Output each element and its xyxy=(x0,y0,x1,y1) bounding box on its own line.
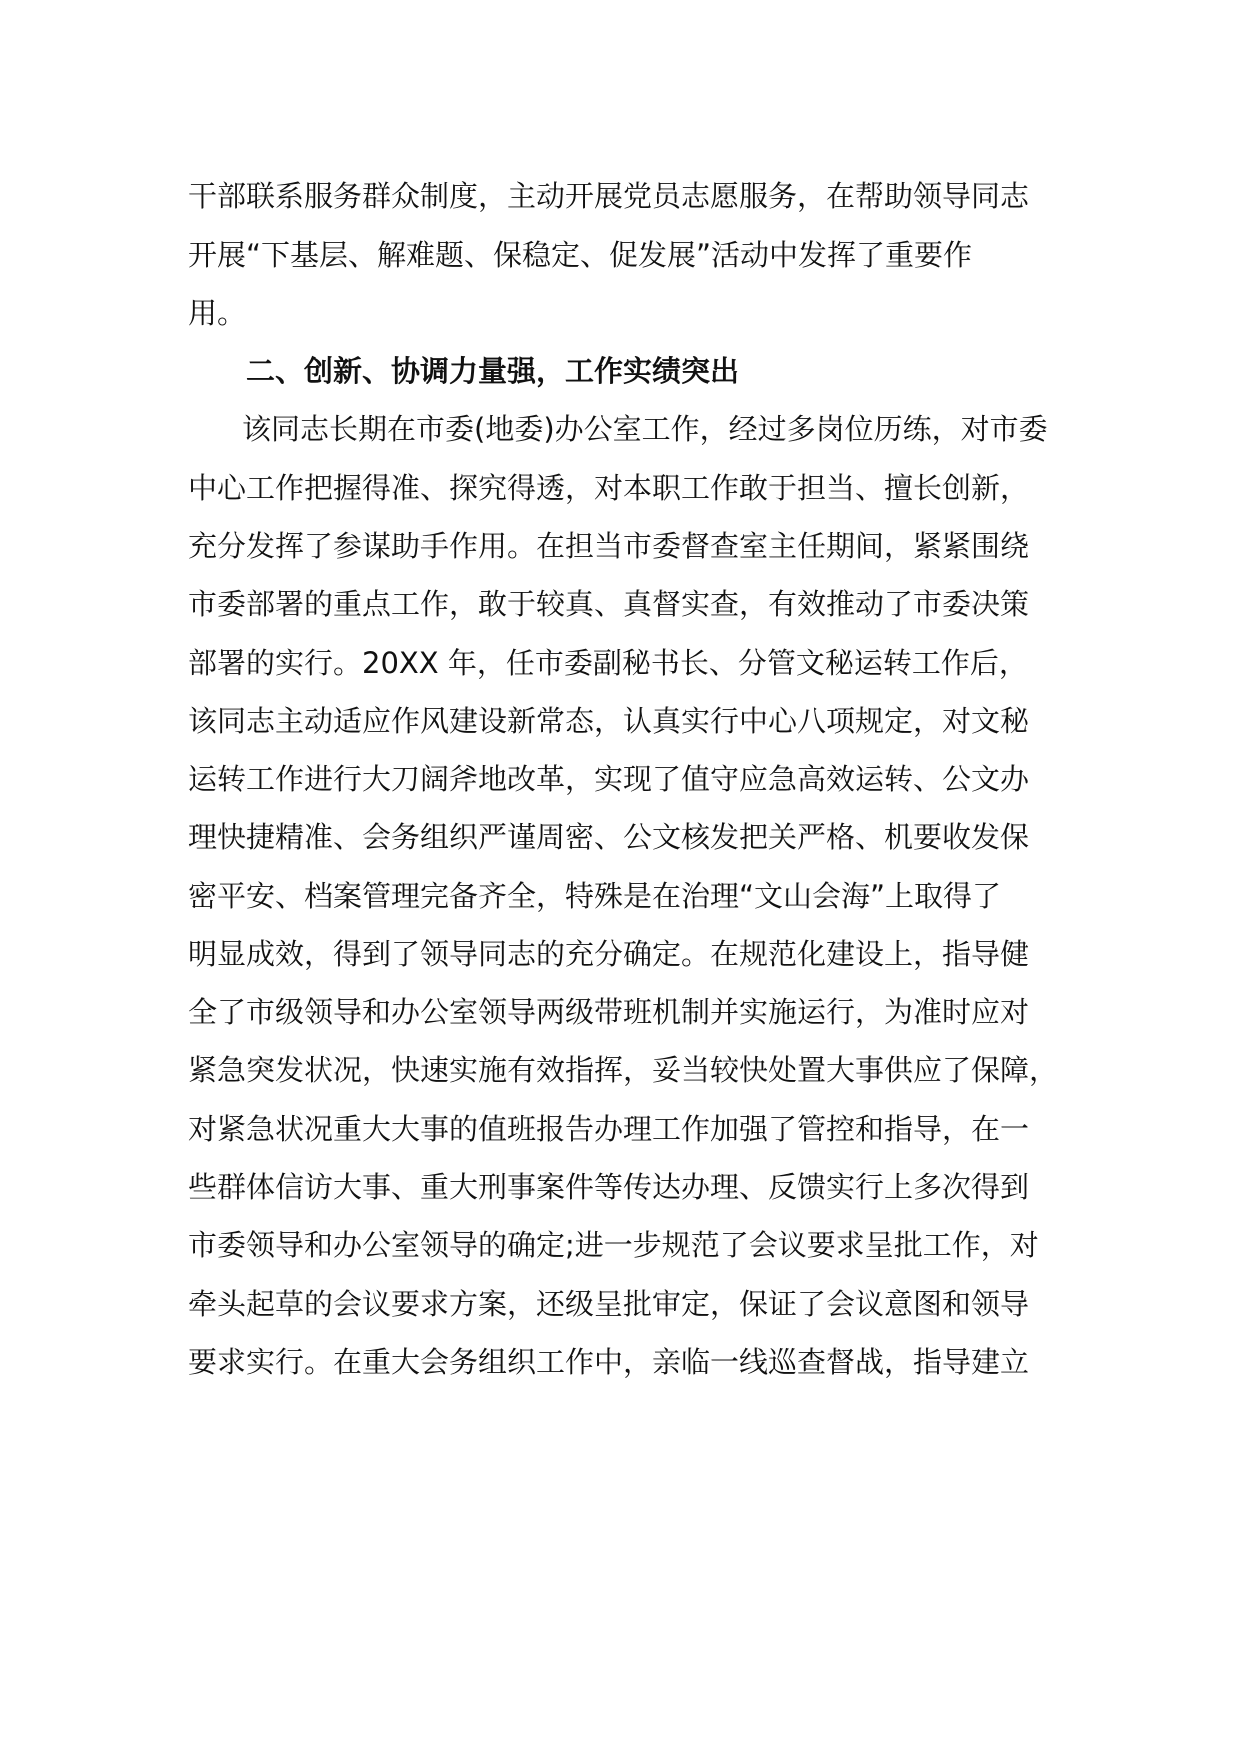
paragraph-line: 市委部署的重点工作，敢于较真、真督实查，有效推动了市委决策 xyxy=(188,587,1030,621)
paragraph-line: 对紧急状况重大大事的值班报告办理工作加强了管控和指导，在一 xyxy=(188,1112,1030,1146)
section-heading: 二、创新、协调力量强，工作实绩突出 xyxy=(246,354,740,388)
paragraph-line: 些群体信访大事、重大刑事案件等传达办理、反馈实行上多次得到 xyxy=(188,1170,1030,1204)
paragraph-line: 中心工作把握得准、探究得透，对本职工作敢于担当、擅长创新， xyxy=(188,471,1030,505)
paragraph-line: 开展“下基层、解难题、保稳定、促发展”活动中发挥了重要作 xyxy=(188,238,973,272)
paragraph-line: 该同志长期在市委(地委)办公室工作，经过多岗位历练，对市委 xyxy=(242,412,1048,446)
paragraph-line: 该同志主动适应作风建设新常态，认真实行中心八项规定，对文秘 xyxy=(188,704,1030,738)
paragraph-line: 密平安、档案管理完备齐全，特殊是在治理“文山会海”上取得了 xyxy=(188,879,1002,913)
paragraph-line: 市委领导和办公室领导的确定;进一步规范了会议要求呈批工作，对 xyxy=(188,1228,1039,1262)
paragraph-line: 部署的实行。20XX 年，任市委副秘书长、分管文秘运转工作后， xyxy=(188,646,1028,680)
paragraph-line: 全了市级领导和办公室领导两级带班机制并实施运行，为准时应对 xyxy=(188,995,1030,1029)
paragraph-line: 紧急突发状况，快速实施有效指挥，妥当较快处置大事供应了保障， xyxy=(188,1053,1059,1087)
paragraph-line: 要求实行。在重大会务组织工作中，亲临一线巡查督战，指导建立 xyxy=(188,1345,1030,1379)
paragraph-line: 干部联系服务群众制度，主动开展党员志愿服务，在帮助领导同志 xyxy=(188,179,1030,213)
paragraph-line: 牵头起草的会议要求方案，还级呈批审定，保证了会议意图和领导 xyxy=(188,1287,1030,1321)
paragraph-line: 充分发挥了参谋助手作用。在担当市委督查室主任期间，紧紧围绕 xyxy=(188,529,1030,563)
paragraph-line: 理快捷精准、会务组织严谨周密、公文核发把关严格、机要收发保 xyxy=(188,820,1030,854)
paragraph-line: 用。 xyxy=(188,296,247,330)
paragraph-line: 明显成效，得到了领导同志的充分确定。在规范化建设上，指导健 xyxy=(188,937,1030,971)
paragraph-line: 运转工作进行大刀阔斧地改革，实现了值守应急高效运转、公文办 xyxy=(188,762,1030,796)
